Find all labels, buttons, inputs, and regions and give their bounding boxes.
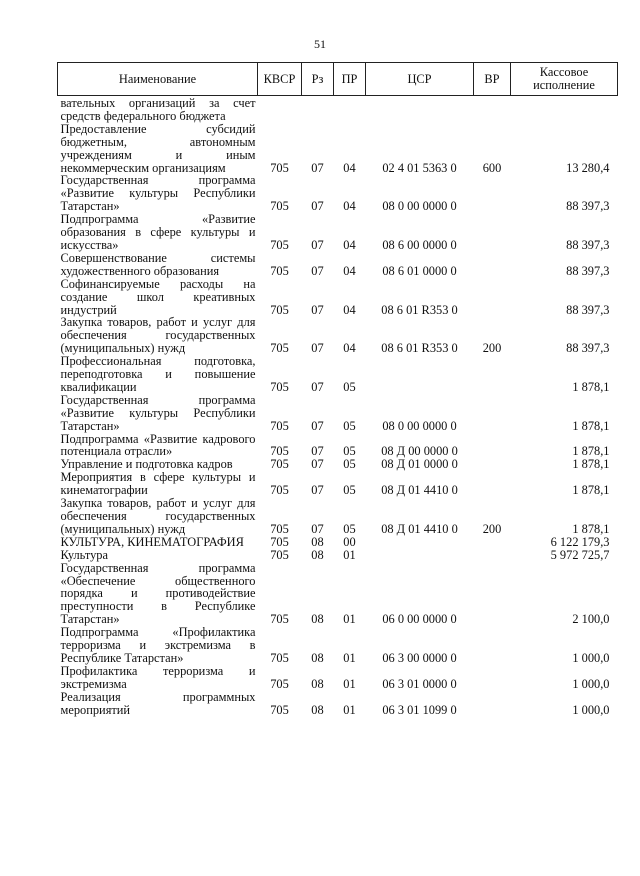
- cell-rz: 07: [311, 418, 324, 433]
- cell-pr: 04: [343, 237, 356, 252]
- cell-sum: 88 397,3: [566, 237, 610, 252]
- cell-sum: 1 878,1: [572, 444, 610, 459]
- cell-kvsr: 705: [270, 702, 289, 717]
- cell-sum: 6 122 179,3: [550, 534, 610, 549]
- cell-vr: [474, 174, 511, 213]
- cell-kvsr: 705: [270, 341, 289, 356]
- cell-kvsr: 705: [270, 418, 289, 433]
- table-row: [58, 96, 618, 123]
- cell-sum: 1 000,0: [572, 702, 610, 717]
- cell-csr: 08 6 01 0000 0: [382, 263, 457, 278]
- cell-vr: [474, 471, 511, 497]
- cell-rz: 08: [311, 547, 324, 562]
- cell-sum: 2 100,0: [572, 612, 610, 627]
- cell-pr: 05: [343, 379, 356, 394]
- table-row: [58, 213, 618, 252]
- cell-kvsr: 705: [270, 263, 289, 278]
- table-row: [58, 316, 618, 355]
- cell-pr: 01: [343, 702, 356, 717]
- cell-csr: [366, 536, 474, 549]
- cell-name: КУЛЬТУРА, КИНЕМАТОГРАФИЯ: [60, 534, 244, 549]
- cell-csr: 08 0 00 0000 0: [382, 418, 457, 433]
- header-csr: ЦСР: [366, 63, 474, 96]
- cell-kvsr: 705: [270, 379, 289, 394]
- cell-vr: [474, 562, 511, 627]
- cell-name: Управление и подготовка кадров: [60, 457, 233, 472]
- table-header: [58, 63, 618, 96]
- cell-pr: 04: [343, 160, 356, 175]
- table-row: [58, 174, 618, 213]
- cell-pr: 04: [343, 302, 356, 317]
- cell-csr: 08 6 01 R353 0: [381, 302, 458, 317]
- table-body: [58, 96, 618, 717]
- cell-csr: 08 Д 01 4410 0: [381, 521, 458, 536]
- cell-vr: 200: [482, 521, 502, 536]
- cell-rz: 07: [311, 483, 324, 498]
- cell-pr: 00: [343, 534, 356, 549]
- cell-rz: 07: [311, 341, 324, 356]
- page-number: 51: [314, 37, 326, 51]
- cell-name: Государственная программа «Развитие культуры Республики Татарстан»: [60, 173, 256, 214]
- cell-name: Государственная программа «Обеспечение общественного порядка и противодействие преступности в Республике Татарстан»: [60, 560, 256, 627]
- cell-vr: 600: [482, 160, 502, 175]
- cell-name: Подпрограмма «Развитие образования в сфере культуры и искусства»: [60, 212, 256, 252]
- cell-vr: 200: [482, 341, 502, 356]
- cell-kvsr: 705: [270, 650, 289, 665]
- cell-pr: 05: [343, 483, 356, 498]
- cell-sum: 1 878,1: [572, 521, 610, 536]
- cell-vr: [474, 536, 511, 549]
- cell-rz: 07: [311, 444, 324, 459]
- cell-csr: 08 Д 01 0000 0: [381, 457, 458, 472]
- cell-name: вательных организаций за счет средств федерального бюджета: [60, 96, 256, 123]
- cell-pr: 04: [343, 263, 356, 278]
- cell-rz: [302, 96, 334, 123]
- cell-csr: 08 0 00 0000 0: [382, 199, 457, 214]
- cell-kvsr: 705: [270, 237, 289, 252]
- cell-rz: 07: [311, 263, 324, 278]
- table-row: [58, 123, 618, 175]
- cell-csr: 06 3 01 1099 0: [382, 702, 457, 717]
- header-name: Наименование: [58, 63, 258, 96]
- cell-sum: 1 000,0: [572, 650, 610, 665]
- cell-sum: 13 280,4: [566, 160, 610, 175]
- cell-name: Культура: [60, 547, 108, 562]
- cell-pr: 01: [343, 547, 356, 562]
- cell-name: Профессиональная подготовка, переподготовка и повышение квалификации: [60, 354, 256, 394]
- cell-sum: 5 972 725,7: [550, 547, 610, 562]
- cell-kvsr: 705: [270, 457, 289, 472]
- cell-vr: [474, 549, 511, 562]
- cell-vr: [474, 433, 511, 459]
- cell-kvsr: 705: [270, 302, 289, 317]
- table-row: [58, 691, 618, 717]
- cell-kvsr: [258, 96, 302, 123]
- table-row: [58, 549, 618, 562]
- cell-csr: [366, 549, 474, 562]
- cell-kvsr: 705: [270, 521, 289, 536]
- table-row: [58, 355, 618, 394]
- cell-pr: 05: [343, 444, 356, 459]
- cell-sum: 88 397,3: [566, 263, 610, 278]
- header-rz: Рз: [302, 63, 334, 96]
- cell-rz: 08: [311, 702, 324, 717]
- cell-csr: 08 6 01 R353 0: [381, 341, 458, 356]
- cell-rz: 08: [311, 650, 324, 665]
- table-row: [58, 562, 618, 627]
- cell-kvsr: 705: [270, 483, 289, 498]
- table-row: [58, 394, 618, 433]
- cell-sum: [511, 96, 618, 123]
- cell-kvsr: 705: [270, 444, 289, 459]
- table-row: [58, 536, 618, 549]
- cell-csr: 06 3 00 0000 0: [382, 650, 457, 665]
- cell-rz: 08: [311, 612, 324, 627]
- cell-name: Подпрограмма «Развитие кадрового потенциала отрасли»: [60, 431, 256, 459]
- header-vr: ВР: [474, 63, 511, 96]
- cell-name: Софинансируемые расходы на создание школ креативных индустрий: [60, 276, 256, 317]
- cell-sum: 1 878,1: [572, 379, 610, 394]
- cell-name: Закупка товаров, работ и услуг для обеспечения государственных (муниципальных) нужд: [60, 315, 256, 356]
- cell-kvsr: 705: [270, 612, 289, 627]
- cell-name: Профилактика терроризма и экстремизма: [60, 663, 256, 691]
- cell-csr: 06 3 01 0000 0: [382, 676, 457, 691]
- table-row: [58, 433, 618, 459]
- cell-pr: 01: [343, 650, 356, 665]
- cell-pr: [334, 96, 366, 123]
- cell-kvsr: 705: [270, 676, 289, 691]
- cell-rz: 08: [311, 676, 324, 691]
- cell-kvsr: 705: [270, 199, 289, 214]
- cell-kvsr: 705: [270, 160, 289, 175]
- cell-name: Закупка товаров, работ и услуг для обеспечения государственных (муниципальных) нужд: [60, 496, 256, 536]
- cell-csr: [366, 96, 474, 123]
- cell-csr: 02 4 01 5363 0: [382, 160, 457, 175]
- cell-name: Реализация программных мероприятий: [60, 689, 256, 717]
- header-kvsr: КВСР: [258, 63, 302, 96]
- cell-name: Мероприятия в сфере культуры и кинематографии: [60, 470, 256, 498]
- cell-csr: [366, 355, 474, 394]
- cell-rz: 07: [311, 199, 324, 214]
- cell-rz: 07: [311, 379, 324, 394]
- cell-rz: 08: [311, 534, 324, 549]
- cell-rz: 07: [311, 457, 324, 472]
- cell-vr: [474, 96, 511, 123]
- cell-pr: 05: [343, 457, 356, 472]
- header-sum: Кассовое исполнение: [511, 63, 618, 96]
- cell-sum: 1 000,0: [572, 676, 610, 691]
- cell-pr: 01: [343, 676, 356, 691]
- cell-sum: 1 878,1: [572, 457, 610, 472]
- cell-csr: 08 6 00 0000 0: [382, 237, 457, 252]
- cell-name: Предоставление субсидий бюджетным, автономным учреждениям и иным некоммерческим организациям: [60, 121, 256, 175]
- cell-sum: 1 878,1: [572, 483, 610, 498]
- cell-vr: [474, 213, 511, 252]
- cell-vr: [474, 278, 511, 317]
- cell-sum: 88 397,3: [566, 341, 610, 356]
- cell-name: Подпрограмма «Профилактика терроризма и экстремизма в Республике Татарстан»: [60, 625, 256, 665]
- cell-rz: 07: [311, 302, 324, 317]
- cell-vr: [474, 691, 511, 717]
- cell-pr: 01: [343, 612, 356, 627]
- cell-csr: 06 0 00 0000 0: [382, 612, 457, 627]
- cell-name: Совершенствование системы художественного образования: [60, 250, 256, 278]
- header-pr: ПР: [334, 63, 366, 96]
- cell-vr: [474, 626, 511, 665]
- budget-table: [57, 62, 618, 717]
- cell-name: Государственная программа «Развитие культуры Республики Татарстан»: [60, 392, 256, 433]
- cell-kvsr: 705: [270, 547, 289, 562]
- cell-kvsr: 705: [270, 534, 289, 549]
- cell-csr: 08 Д 00 0000 0: [381, 444, 458, 459]
- cell-rz: 07: [311, 160, 324, 175]
- cell-sum: 88 397,3: [566, 199, 610, 214]
- cell-vr: [474, 394, 511, 433]
- cell-vr: [474, 665, 511, 691]
- cell-sum: 1 878,1: [572, 418, 610, 433]
- cell-rz: 07: [311, 237, 324, 252]
- cell-vr: [474, 355, 511, 394]
- table-row: [58, 252, 618, 278]
- table-row: [58, 278, 618, 317]
- table-row: [58, 665, 618, 691]
- table-row: [58, 497, 618, 536]
- cell-vr: [474, 458, 511, 471]
- cell-pr: 04: [343, 199, 356, 214]
- table-row: [58, 626, 618, 665]
- cell-csr: 08 Д 01 4410 0: [381, 483, 458, 498]
- cell-sum: 88 397,3: [566, 302, 610, 317]
- cell-vr: [474, 252, 511, 278]
- table-row: [58, 471, 618, 497]
- cell-pr: 04: [343, 341, 356, 356]
- cell-rz: 07: [311, 521, 324, 536]
- cell-pr: 05: [343, 418, 356, 433]
- cell-pr: 05: [343, 521, 356, 536]
